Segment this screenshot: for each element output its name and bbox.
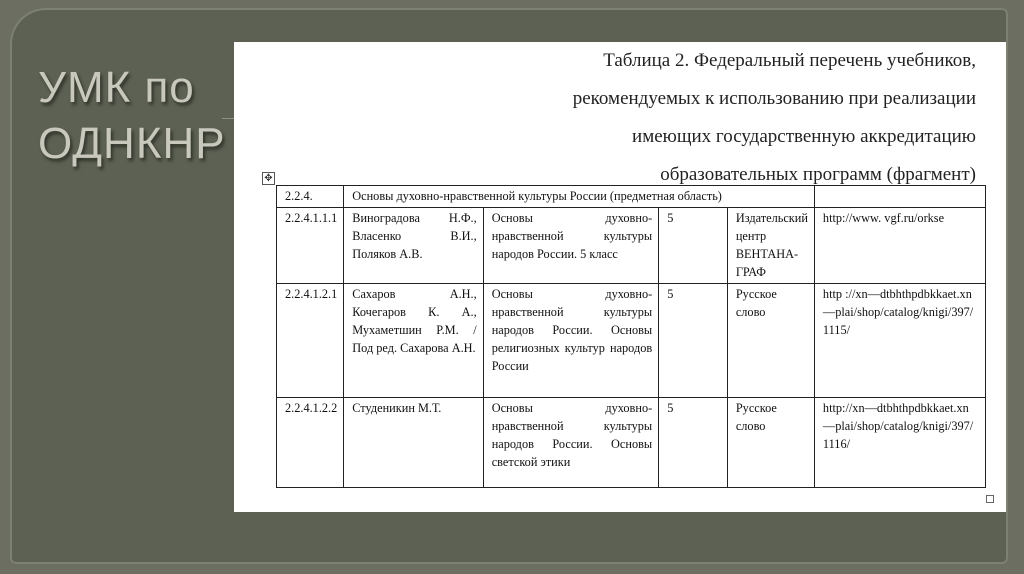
row-title-cell: Основы духовно-нравственной культуры народов России. Основы светской этики (483, 398, 658, 488)
row-title-cell: Основы духовно-нравственной культуры народов России. Основы религиозных культур народов России (483, 284, 658, 398)
textbook-table (276, 185, 986, 488)
table-section-row (277, 186, 986, 208)
section-title-cell: Основы духовно-нравственной культуры России (предметная область) (344, 186, 815, 208)
caption-line-2: рекомендуемых к использованию при реализации (572, 88, 976, 109)
row-code-cell: 2.2.4.1.2.2 (277, 398, 344, 488)
table-caption (456, 42, 976, 194)
caption-line-1: Таблица 2. Федеральный перечень учебников, (603, 50, 976, 71)
slide-title-line-1: УМК по (38, 63, 195, 112)
caption-line-4: образовательных программ (фрагмент) (660, 164, 976, 185)
section-code-cell: 2.2.4. (277, 186, 344, 208)
row-publisher-cell: Русское слово (727, 398, 814, 488)
slide-title (38, 60, 248, 172)
row-url-cell: http://www. vgf.ru/orkse (814, 208, 985, 284)
row-code-cell: 2.2.4.1.1.1 (277, 208, 344, 284)
row-code-cell: 2.2.4.1.2.1 (277, 284, 344, 398)
slide-title-line-2: ОДНКНР (38, 119, 226, 168)
row-publisher-cell: Русское слово (727, 284, 814, 398)
row-publisher-cell: Издательский центр ВЕНТАНА-ГРАФ (727, 208, 814, 284)
section-empty-cell (814, 186, 985, 208)
row-authors-cell: Студеникин М.Т. (344, 398, 483, 488)
row-url-cell: http ://xn—dtbhthpdbkkaet.xn—plai/shop/catalog/knigi/397/1115/ (814, 284, 985, 398)
table-move-handle-icon[interactable]: ✥ (262, 172, 275, 185)
row-grade-cell: 5 (659, 208, 728, 284)
row-title-cell: Основы духовно-нравственной культуры народов России. 5 класс (483, 208, 658, 284)
table-row (277, 398, 986, 488)
row-url-cell: http://xn—dtbhthpdbkkaet.xn—plai/shop/catalog/knigi/397/1116/ (814, 398, 985, 488)
table-row (277, 208, 986, 284)
caption-line-3: имеющих государственную аккредитацию (632, 126, 976, 147)
row-authors-cell: Виноградова Н.Ф., Власенко В.И., Поляков А.В. (344, 208, 483, 284)
table-resize-handle-icon[interactable] (986, 495, 994, 503)
table-row (277, 284, 986, 398)
document-image (234, 42, 1006, 512)
row-grade-cell: 5 (659, 284, 728, 398)
row-authors-cell: Сахаров А.Н., Кочегаров К. А., Мухаметшин Р.М. / Под ред. Сахарова А.Н. (344, 284, 483, 398)
row-grade-cell: 5 (659, 398, 728, 488)
